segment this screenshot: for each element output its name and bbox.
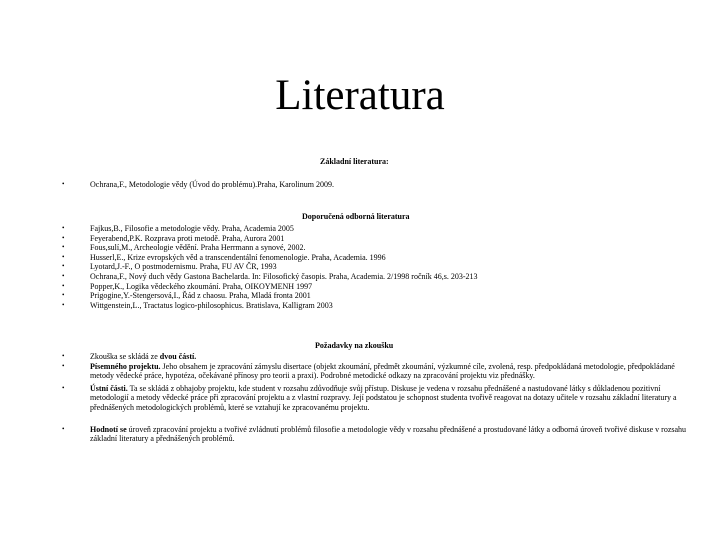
bullet-icon: • xyxy=(62,281,65,290)
bullet-icon: • xyxy=(62,361,65,370)
list-item: • Zkouška se skládá ze dvou částí. xyxy=(62,352,197,361)
basic-literature-heading: Základní literatura: xyxy=(320,157,389,166)
bullet-icon: • xyxy=(62,233,65,242)
list-item: • Ústní části. Ta se skládá z obhajoby projektu, kde student v rozsahu zdůvodňuje svůj přístup. Diskuse je vedena v rozsahu přednášené a nastudované látky s důkladenou pozitivní metodologií a metody vědecké práce při zpracování projektu a z vlastní rozpravy. Její podstatou je schopnost studenta tvořivě reagovat na dotazy učitele v rozsahu základní literatury a přednášených metodologických problémů, které se vztahují ke zpracovanému projektu. xyxy=(62,383,677,412)
bullet-icon: • xyxy=(62,300,65,309)
exam-requirements-list xyxy=(62,352,694,444)
list-item: • Prigogine,Y.-Stengersová,I., Řád z chaosu. Praha, Mladá fronta 2001 xyxy=(62,291,311,301)
bullet-icon: • xyxy=(62,180,65,188)
list-item: • Lyotard,J.-F., O postmodernismu. Praha, FU AV ČR, 1993 xyxy=(62,262,277,272)
bullet-icon: • xyxy=(62,424,65,433)
list-item: • Ochrana,F., Nový duch vědy Gastona Bachelarda. In: Filosofický časopis. Praha, Academia. 2/1998 ročník 46,s. 203-213 xyxy=(62,271,478,281)
list-item: • Husserl,E., Krize evropských věd a transcendentální fenomenologie. Praha, Academia. 1996 xyxy=(62,252,386,262)
basic-literature-list xyxy=(62,180,692,190)
exam-requirements-heading: Požadavky na zkoušku xyxy=(315,341,394,350)
bullet-icon: • xyxy=(62,262,65,271)
recommended-literature-heading: Doporučená odborná literatura xyxy=(302,212,410,221)
list-item: • Popper,K., Logika vědeckého zkoumání. Praha, OIKOYMENH 1997 xyxy=(62,281,313,291)
list-item: • Wittgenstein,L., Tractatus logico-philosophicus. Bratislava, Kalligram 2003 xyxy=(62,300,333,310)
page-title: Literatura xyxy=(275,72,445,119)
recommended-literature-list xyxy=(62,224,692,310)
list-item: • Hodnotí se úroveň zpracování projektu a tvořivé zvládnutí problémů filosofie a metodologie vědy v rozsahu přednášené a prostudované látky a odborná úroveň tvořivé diskuse v rozsahu základní literatury a přednášených problémů. xyxy=(62,424,687,444)
list-item: • Fous,sulí,M., Archeologie vědění. Praha Herrmann a synové, 2002. xyxy=(62,243,306,253)
bullet-icon: • xyxy=(62,383,65,392)
bullet-icon: • xyxy=(62,291,65,300)
list-item: • Fajkus,B., Filosofie a metodologie vědy. Praha, Academia 2005 xyxy=(62,224,294,233)
bullet-icon: • xyxy=(62,224,65,232)
bullet-icon: • xyxy=(62,352,65,360)
list-item: • Feyerabend,P.K. Rozprava proti metodě. Praha, Aurora 2001 xyxy=(62,233,285,243)
bullet-icon: • xyxy=(62,243,65,252)
list-item: • Ochrana,F., Metodologie vědy (Úvod do problému).Praha, Karolinum 2009. xyxy=(62,180,334,189)
list-item: • Písemného projektu. Jeho obsahem je zpracování zámyslu disertace (objekt zkoumání, předmět zkoumání, výzkumné cíle, zvolená, resp. předpokládaná metodologie, předpokládané metody vědecké práce, hypotéza, očekávané přínosy pro teorii a praxi). Podrobné metodické odkazy na zpracování projektu viz přednášky. xyxy=(62,361,675,381)
bullet-icon: • xyxy=(62,271,65,280)
bullet-icon: • xyxy=(62,252,65,261)
